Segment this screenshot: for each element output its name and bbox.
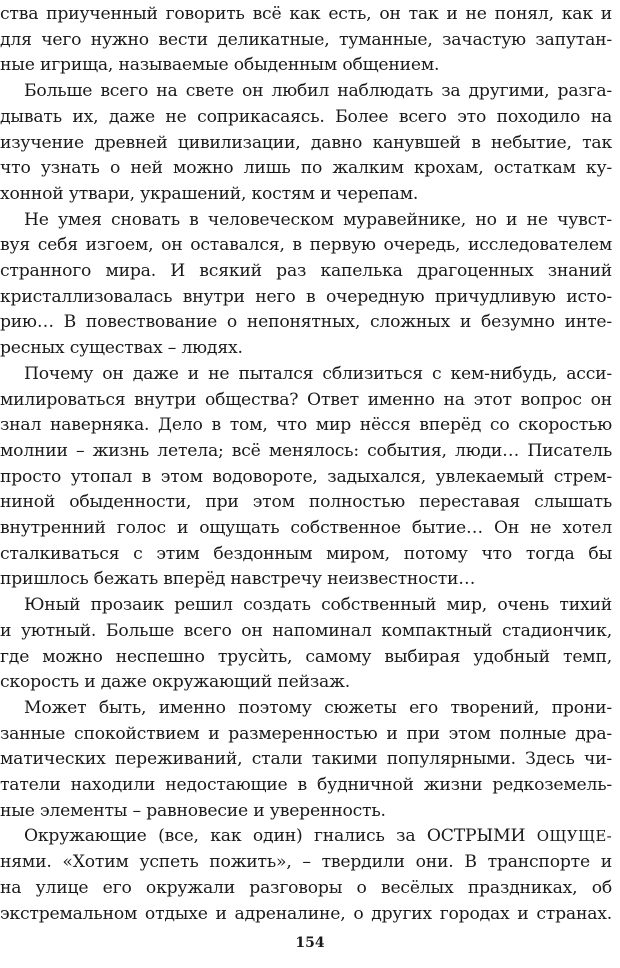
text-line: и уютный. Больше всего он напоминал компактный стадиончик, <box>0 620 612 641</box>
text-line: знал наверняка. Дело в том, что мир нёсся вперёд со скоростью <box>0 415 612 436</box>
text-line: татели находили недостающие в будничной жизни редкоземель- <box>0 775 612 795</box>
text-line: молнии – жизнь летела; всё менялось: события, люди… Писатель <box>0 440 612 461</box>
text-line: ресных существах – людях. <box>0 338 243 359</box>
text-line: сталкиваться с этим бездонным миром, потому что тогда бы <box>0 543 612 564</box>
text-line: изучение древней цивилизации, давно канувшей в небытие, так <box>0 132 612 153</box>
page-number: 154 <box>295 935 325 952</box>
text-line: ства приученный говорить всё как есть, он так и не понял, как и <box>0 4 612 24</box>
text-line: занные спокойствием и размеренностью и при этом полные дра- <box>0 723 612 744</box>
text-line: просто утопал в этом водовороте, задыхался, увлекаемый стрем- <box>0 466 612 487</box>
text-line: скорость и даже окружающий пейзаж. <box>0 672 350 693</box>
text-line: ные игрища, называемые обыденным общением. <box>0 55 440 76</box>
text-line: Юный прозаик решил создать собственный мир, очень тихий <box>24 595 612 616</box>
text-line: милироваться внутри общества? Ответ именно на этот вопрос он <box>0 389 612 410</box>
smallcaps-word: ОЩУЩЕ- <box>536 827 612 846</box>
text-line: где можно неспешно трусѝть, самому выбирая удобный темп, <box>0 646 612 667</box>
text-line: Почему он даже и не пытался сблизиться с кем-нибудь, асси- <box>24 363 612 384</box>
text-line: ниной обыденности, при этом полностью переставая слышать <box>0 492 612 513</box>
text-line: на улице его окружали разговоры о весёлых праздниках, об <box>0 877 612 898</box>
text-line: внутренний голос и ощущать собственное бытие… Он не хотел <box>0 518 612 538</box>
text-line: для чего нужно вести деликатные, туманные, зачастую запутан- <box>0 29 612 50</box>
text-line: нями. «Хотим успеть пожить», – твердили они. В транспорте и <box>0 852 612 873</box>
text-line: дывать их, даже не соприкасаясь. Более всего это походило на <box>0 106 612 127</box>
text-line: кристаллизовалась внутри него в очередную причудливую исто- <box>0 286 612 307</box>
text-line: вуя себя изгоем, он оставался, в первую очередь, исследователем <box>0 235 612 256</box>
text-line: пришлось бежать вперёд навстречу неизвестности… <box>0 569 476 590</box>
text-segment: Окружающие (все, как один) гнались за ОСТРЫМИ <box>24 826 537 847</box>
text-line: ные элементы – равновесие и уверенность. <box>0 800 386 821</box>
text-line: Больше всего на свете он любил наблюдать за другими, разга- <box>24 81 612 102</box>
text-line: матических переживаний, стали такими популярными. Здесь чи- <box>0 749 612 770</box>
text-line: экстремальном отдыхе и адреналине, о других городах и странах. <box>0 903 612 924</box>
text-line: хонной утвари, украшений, костям и черепам. <box>0 183 419 204</box>
text-line: Не умея сновать в человеческом муравейнике, но и не чувст- <box>24 209 612 230</box>
text-line: рию… В повествование о непонятных, сложных и безумно инте- <box>0 312 612 333</box>
text-line: странного мира. И всякий раз капелька драгоценных знаний <box>0 261 612 281</box>
text-line: что узнать о ней можно лишь по жалким крохам, остаткам ку- <box>0 158 612 179</box>
text-line: Может быть, именно поэтому сюжеты его творений, прони- <box>24 697 612 718</box>
text-line <box>0 824 612 850</box>
